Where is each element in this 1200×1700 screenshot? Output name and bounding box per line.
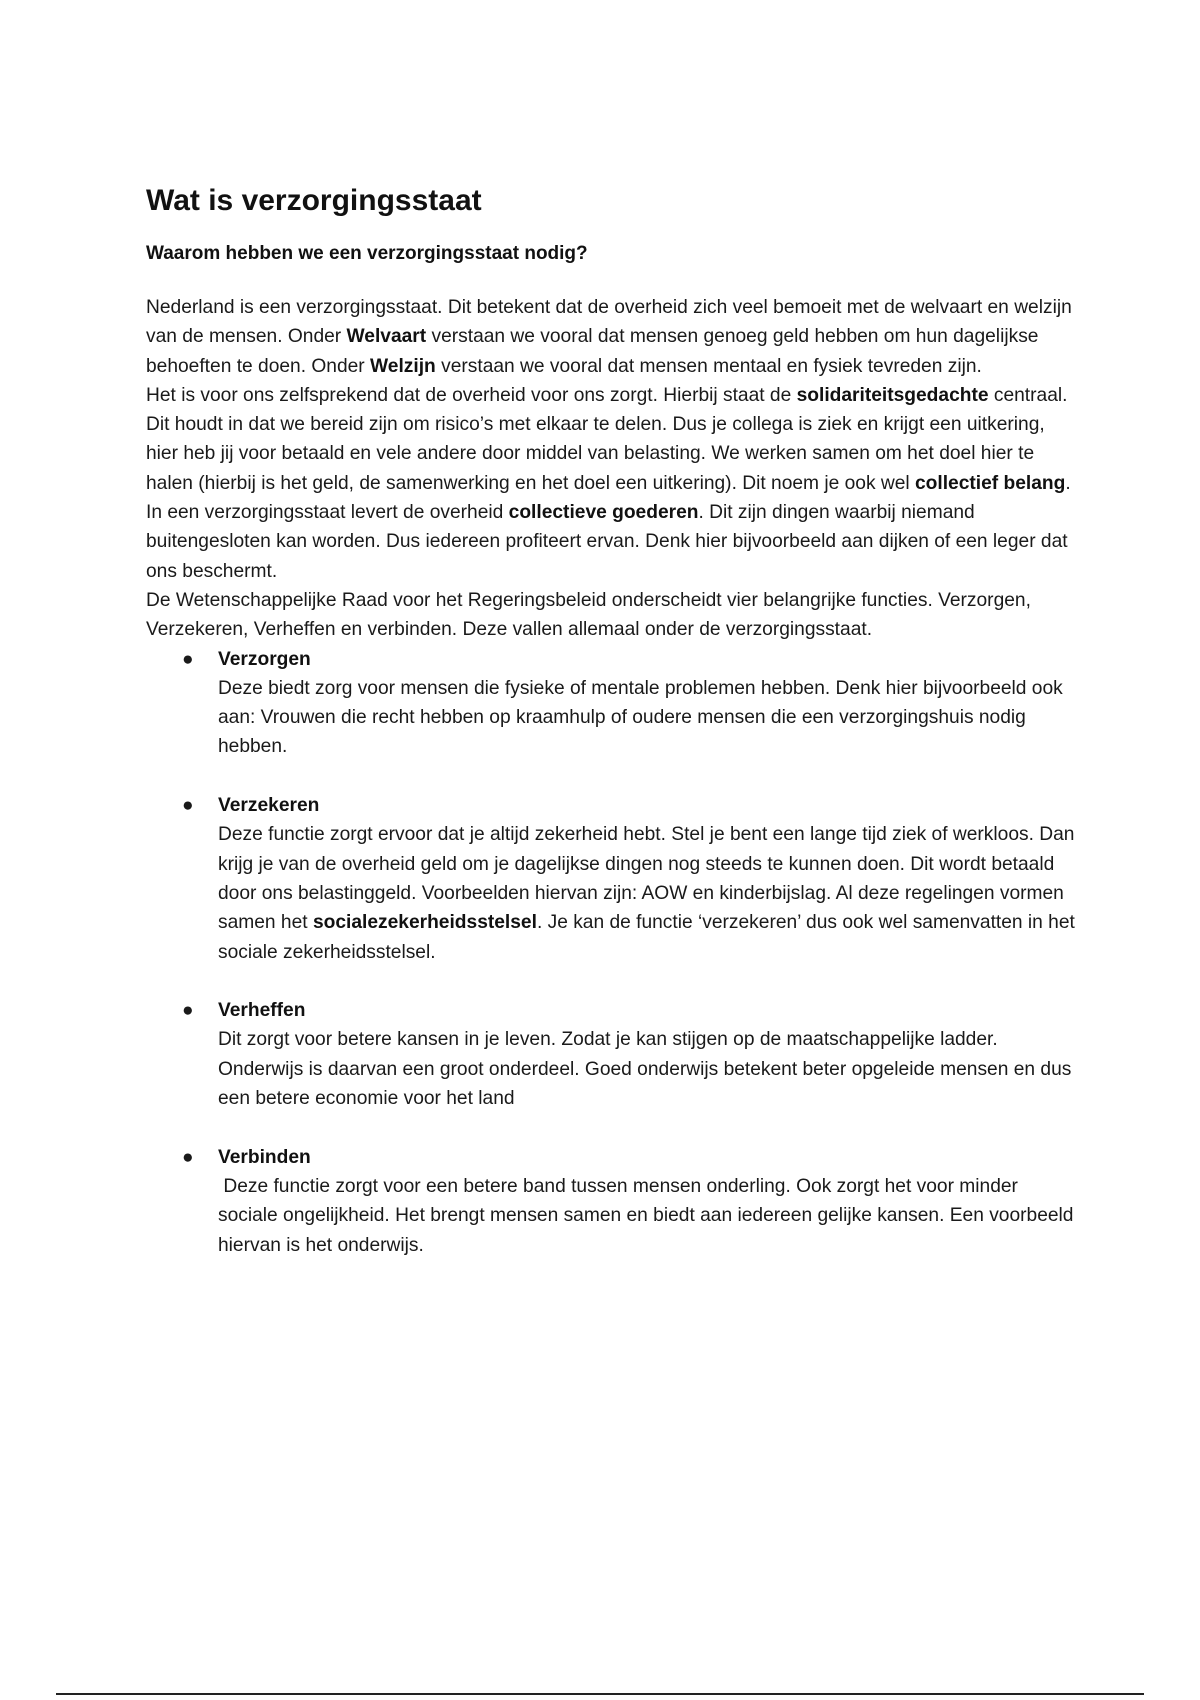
list-item-verzorgen bbox=[146, 645, 1076, 762]
text-span: Nederland is een verzorgingsstaat. Dit betekent dat de overheid zich veel bemoeit met de welvaart en welzijn van de mensen. Onder bbox=[146, 297, 1072, 348]
paragraph-intro bbox=[146, 293, 1076, 381]
bullet-icon: ● bbox=[182, 795, 194, 817]
function-term: Verbinden bbox=[218, 1146, 311, 1168]
term-socialezekerheidsstelsel: socialezekerheidsstelsel bbox=[312, 912, 537, 934]
function-description: Deze biedt zorg voor mensen die fysieke of mentale problemen hebben. Denk hier bijvoorbeeld ook aan: Vrouwen die recht hebben op kraamhulp of oudere mensen die een verzorgingshuis nodig hebben. bbox=[218, 677, 1063, 758]
text-span: . Je kan de functie ‘verzekeren’ dus ook wel samenvatten in het sociale zekerheidsstelsel. bbox=[218, 912, 1075, 963]
function-description: Dit zorgt voor betere kansen in je leven. Zodat je kan stijgen op de maatschappelijke ladder. Onderwijs is daarvan een groot onderdeel. Goed onderwijs betekent beter opgeleide mensen en dus een betere economie voor het land bbox=[218, 1029, 1072, 1110]
text-span: verstaan we vooral dat mensen genoeg geld hebben om hun dagelijkse behoeften te doen. Onder bbox=[146, 326, 1039, 377]
paragraph-solidariteit bbox=[146, 381, 1076, 498]
function-term: Verheffen bbox=[218, 1000, 306, 1022]
list-item-verbinden bbox=[146, 1143, 1079, 1260]
paragraph-wrr: De Wetenschappelijke Raad voor het Regeringsbeleid onderscheidt vier belangrijke functies. Verzorgen, Verzekeren, Verheffen en verbinden. Deze vallen allemaal onder de verzorgingsstaat. bbox=[146, 589, 1031, 641]
functions-list bbox=[146, 645, 1079, 1260]
term-collectief-belang: collectief belang bbox=[915, 472, 1066, 494]
text-span: In een verzorgingsstaat levert de overheid bbox=[146, 502, 509, 524]
list-item-verzekeren bbox=[146, 791, 1076, 967]
bullet-icon: ● bbox=[182, 1146, 194, 1168]
bullet-icon: ● bbox=[182, 648, 194, 670]
paragraph-collectieve-goederen bbox=[146, 498, 1076, 586]
function-description: Deze functie zorgt voor een betere band tussen mensen onderling. Ook zorgt het voor minder sociale ongelijkheid. Het brengt mensen samen en biedt aan iedereen gelijke kansen. Een voorbeeld hiervan is het onderwijs. bbox=[218, 1175, 1079, 1256]
list-item-verheffen bbox=[146, 996, 1076, 1113]
page-bottom-divider bbox=[56, 1693, 1144, 1695]
term-welvaart: Welvaart bbox=[346, 326, 427, 348]
function-term: Verzorgen bbox=[218, 648, 311, 670]
bullet-icon: ● bbox=[182, 1000, 194, 1022]
text-span: centraal. Dit houdt in dat we bereid zijn om risico’s met elkaar te delen. Dus je collega is ziek en krijgt een uitkering, hier heb jij voor betaald en vele andere door middel van belasting. We werken samen om het doel hier te halen (hierbij is het geld, de samenwerking en het doel een uitkering). Dit noem je ook wel bbox=[146, 384, 1068, 494]
document-body bbox=[146, 293, 1079, 1260]
document-title: Wat is verzorgingsstaat bbox=[146, 184, 482, 217]
term-welzijn: Welzijn bbox=[370, 355, 436, 377]
text-span: . bbox=[1065, 472, 1071, 494]
text-span: . Dit zijn dingen waarbij niemand buitengesloten kan worden. Dus iedereen profiteert ervan. Denk hier bijvoorbeeld aan dijken of een leger dat ons beschermt. bbox=[146, 502, 1068, 582]
document-page bbox=[146, 183, 1079, 1289]
text-span: verstaan we vooral dat mensen mentaal en fysiek tevreden zijn. bbox=[435, 355, 982, 377]
function-description bbox=[218, 820, 1076, 966]
term-solidariteitsgedachte: solidariteitsgedachte bbox=[796, 384, 989, 406]
function-term: Verzekeren bbox=[218, 795, 320, 817]
term-collectieve-goederen: collectieve goederen bbox=[508, 502, 699, 524]
text-span: Deze functie zorgt ervoor dat je altijd zekerheid hebt. Stel je bent een lange tijd ziek of werkloos. Dan krijg je van de overheid geld om je dagelijkse dingen nog steeds te kunnen doen. Dit wordt betaald door ons belastinggeld. Voorbeelden hiervan zijn: AOW en kinderbijslag. Al deze regelingen vormen samen het bbox=[218, 824, 1075, 934]
document-subtitle: Waarom hebben we een verzorgingsstaat nodig? bbox=[146, 243, 588, 264]
text-span: Het is voor ons zelfsprekend dat de overheid voor ons zorgt. Hierbij staat de bbox=[146, 384, 797, 406]
